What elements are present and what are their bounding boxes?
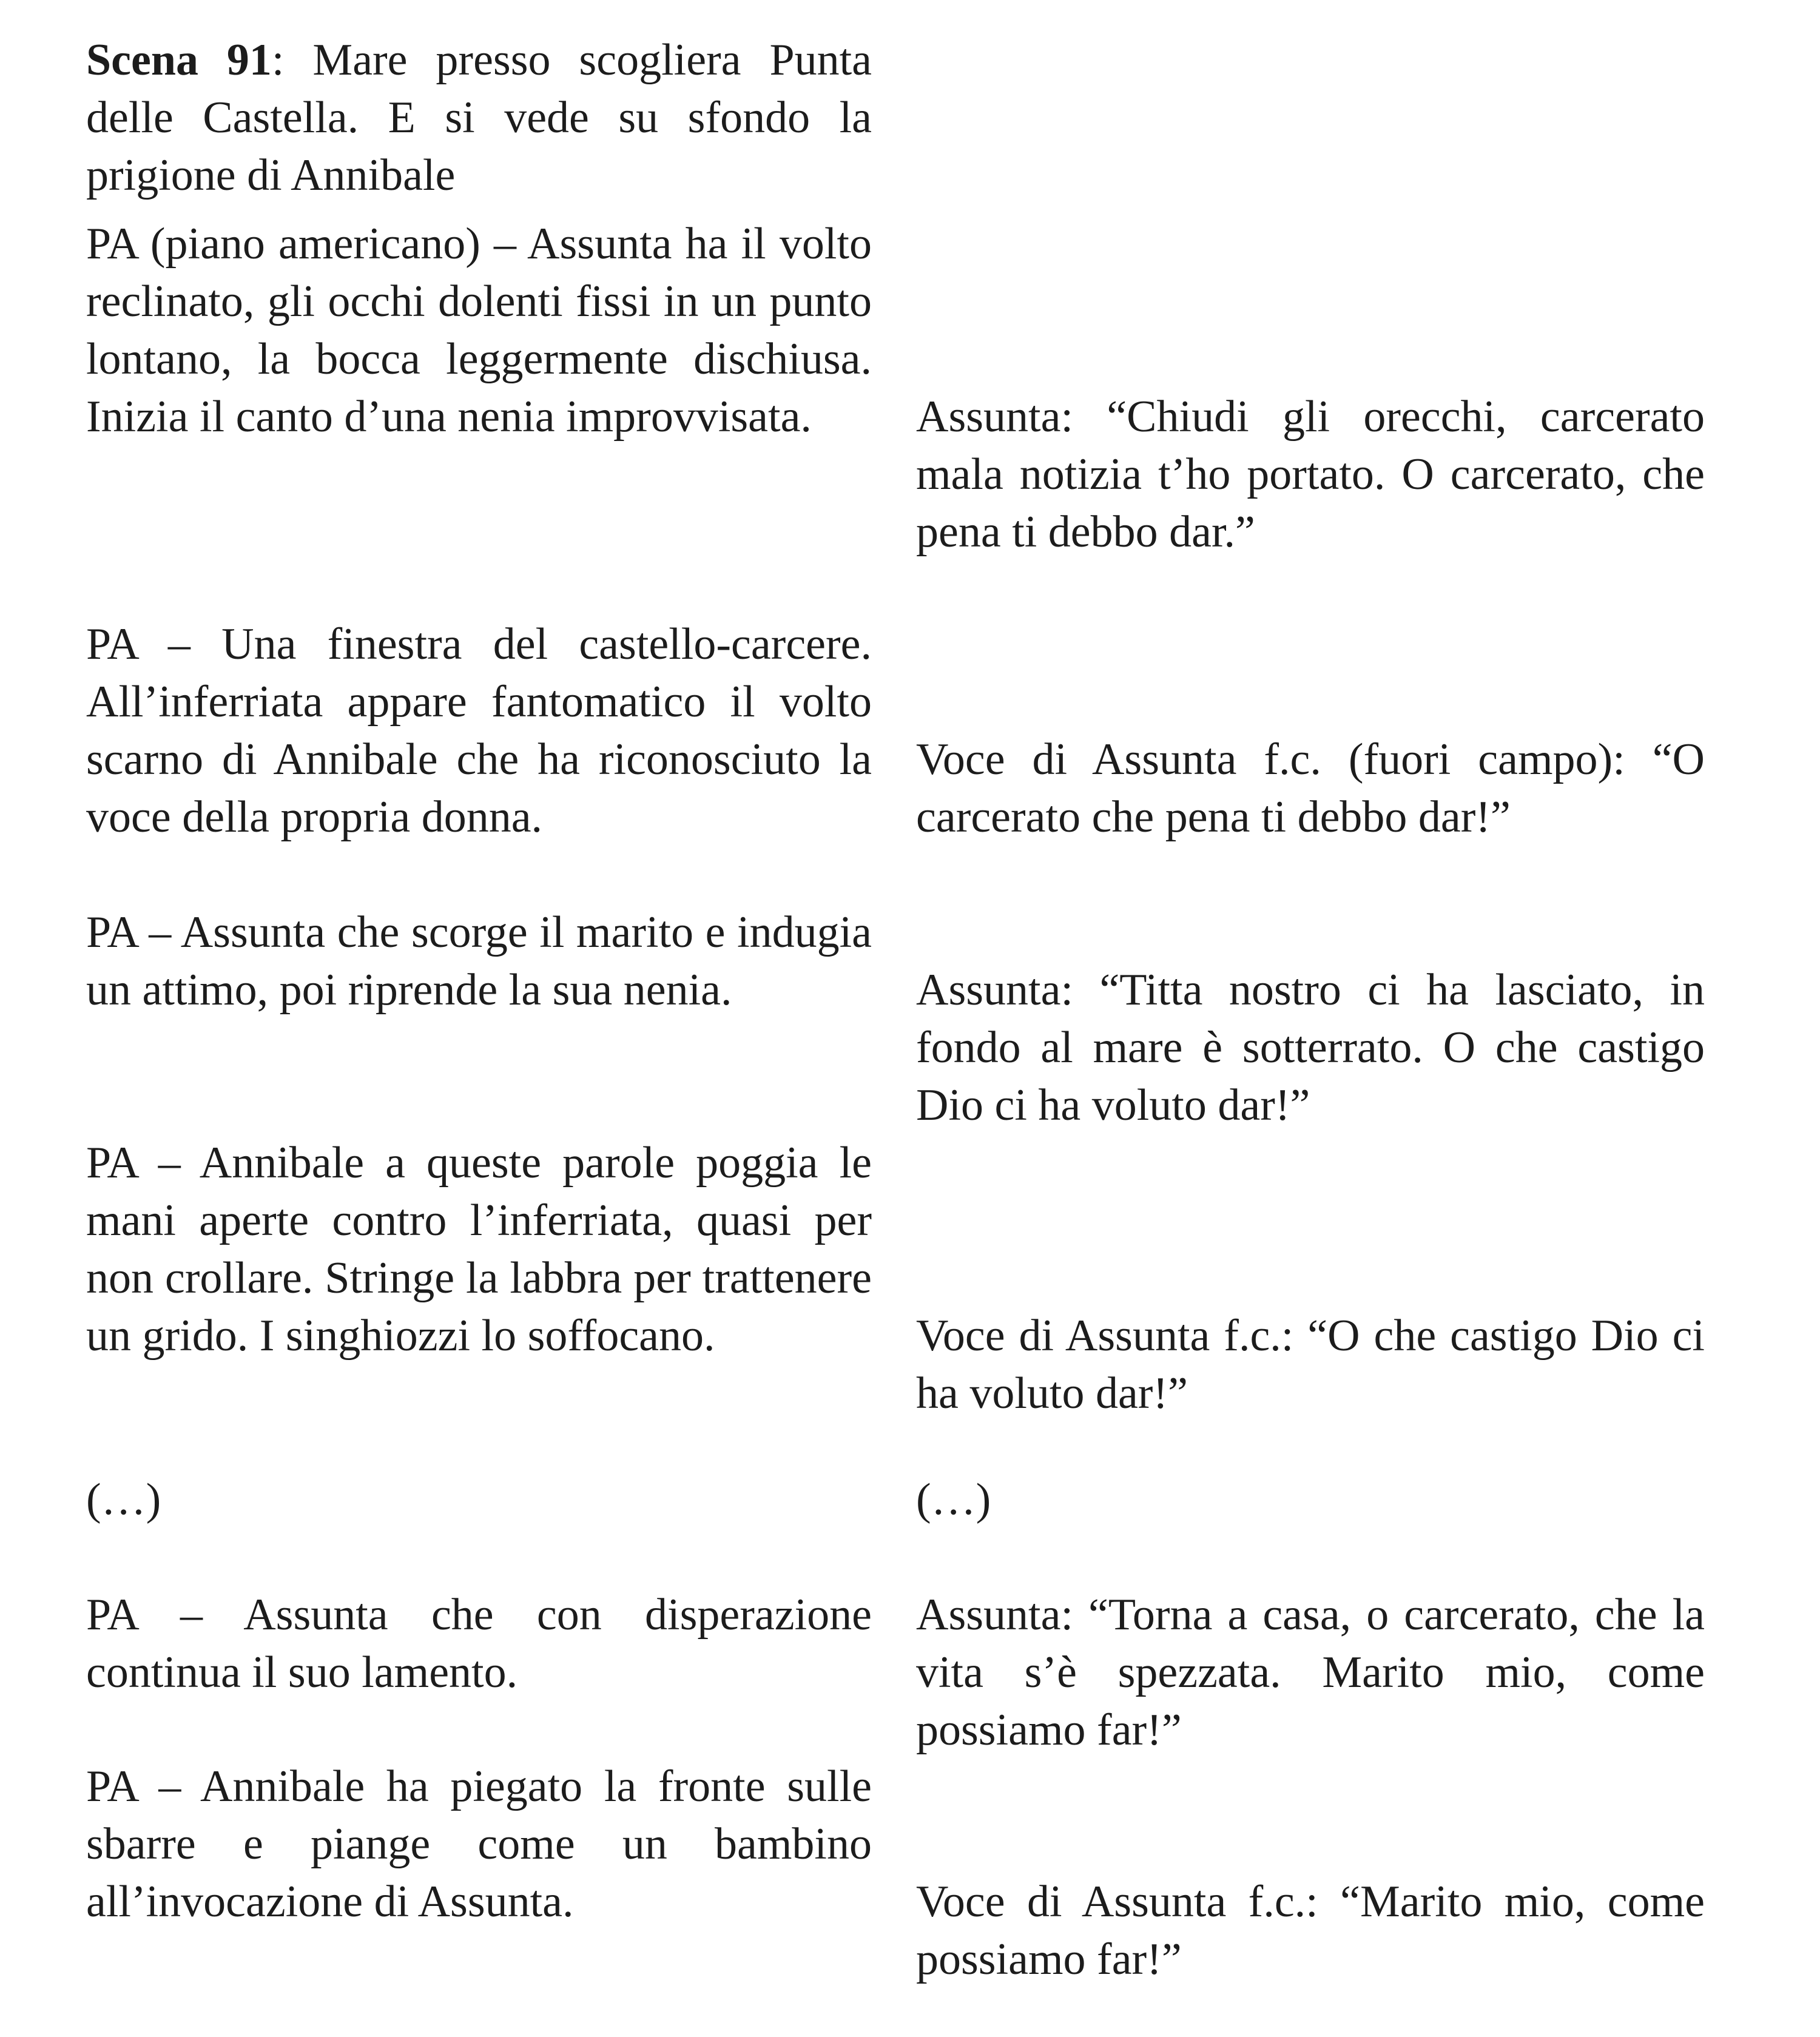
stage-direction: PA – Annibale ha piegato la fronte sulle sbarre e piange come un bambino all’invocazione di Assunta.: [86, 1762, 872, 1927]
dialogue-line: Assunta: “Torna a casa, o carcerato, che la vita s’è spezzata. Marito mio, come possiamo far!”: [916, 1590, 1705, 1755]
dialogue-line: Voce di Assunta f.c. (fuori campo): “O carcerato che pena ti debbo dar!”: [916, 735, 1705, 842]
dialogue-line: Voce di Assunta f.c.: “Marito mio, come possiamo far!”: [916, 1877, 1705, 1984]
stage-direction: PA – Una finestra del castello-carcere. All’inferriata appare fantomatico il volto scarno di Annibale che ha riconosciuto la voce della propria donna.: [86, 619, 872, 842]
stage-direction: PA – Assunta che scorge il marito e indugia un attimo, poi riprende la sua nenia.: [86, 907, 872, 1015]
stage-direction: PA – Assunta che con disperazione continua il suo lamento.: [86, 1590, 872, 1697]
dialogue-line: Voce di Assunta f.c.: “O che castigo Dio ci ha voluto dar!”: [916, 1311, 1705, 1418]
ellipsis-marker: (…): [916, 1475, 991, 1524]
scene-location: : Mare presso scogliera Punta delle Castella. E si vede su sfondo la prigione di Annibale: [86, 35, 872, 200]
stage-direction: PA (piano americano) – Assunta ha il volto reclinato, gli occhi dolenti fissi in un punto lontano, la bocca leggermente dischiusa. Inizia il canto d’una nenia improvvisata.: [86, 219, 872, 442]
scene-number: Scena 91: [86, 35, 272, 85]
ellipsis-marker: (…): [86, 1475, 161, 1524]
dialogue-line: Assunta: “Chiudi gli orecchi, carcerato mala notizia t’ho portato. O carcerato, che pena ti debbo dar.”: [916, 392, 1705, 557]
dialogue-line: Assunta: “Titta nostro ci ha lasciato, in fondo al mare è sotterrato. O che castigo Dio ci ha voluto dar!”: [916, 965, 1705, 1130]
scene-heading: [86, 32, 872, 204]
stage-direction: PA – Annibale a queste parole poggia le mani aperte contro l’inferriata, quasi per non crollare. Stringe la labbra per trattenere un grido. I singhiozzi lo soffocano.: [86, 1138, 872, 1361]
